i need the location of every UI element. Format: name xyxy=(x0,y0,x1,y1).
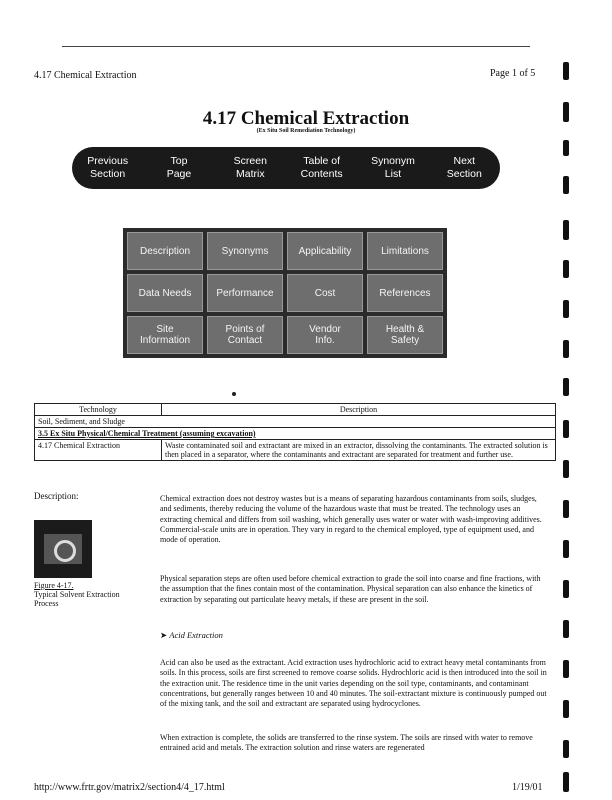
screen-matrix-button[interactable]: Screen Matrix xyxy=(233,155,267,180)
grid-performance-link[interactable]: Performance xyxy=(207,274,283,312)
previous-section-button[interactable]: Previous Section xyxy=(87,155,129,180)
scan-mark xyxy=(563,460,569,478)
grid-points-of-contact-link[interactable]: Points of Contact xyxy=(207,316,283,354)
scan-mark xyxy=(563,500,569,518)
synonym-list-button[interactable]: Synonym List xyxy=(371,155,415,180)
scan-mark xyxy=(563,420,569,438)
scan-mark xyxy=(563,740,569,758)
extractor-icon xyxy=(54,540,76,562)
table-of-contents-button[interactable]: Table of Contents xyxy=(300,155,343,180)
topic-grid xyxy=(123,228,447,358)
paragraph-2: Physical separation steps are often used before chemical extraction to grade the soil into coarse and fine fractions, with the assumption that the fines contain most of the contamination. Physical separation can also enhance the kinetics of extraction by separating out particulate heavy metals, if these are present in the soil. xyxy=(160,574,541,604)
top-page-button[interactable]: Top Page xyxy=(166,155,192,180)
scan-mark xyxy=(563,62,569,80)
description-label: Description: xyxy=(34,491,79,501)
page-subtitle: (Ex Situ Soil Remediation Technology) xyxy=(256,128,356,134)
scan-mark xyxy=(563,220,569,240)
grid-site-information-link[interactable]: Site Information xyxy=(127,316,203,354)
grid-synonyms-link[interactable]: Synonyms xyxy=(207,232,283,270)
top-rule xyxy=(62,46,530,47)
next-section-button[interactable]: Next Section xyxy=(446,155,482,180)
paragraph-3: Acid can also be used as the extractant. Acid extraction uses hydrochloric acid to extract heavy metal contaminants from soils. In this process, soils are first screened to remove coarse solids. Hydrochloric acid is then introduced into the soil in the extraction unit. The residence time in the unit varies depending on the soil type, contaminants, and contaminant concentrations, but generally ranges between 10 and 40 minutes. The soil-extractant mixture is continuously pumped out of the mixing tank, and the soil and extractant are separated using hydrocyclones. xyxy=(160,658,547,709)
scan-mark xyxy=(563,580,569,598)
column-header-technology: Technology xyxy=(35,404,162,416)
scan-mark xyxy=(563,140,569,156)
grid-description-link[interactable]: Description xyxy=(127,232,203,270)
scan-mark xyxy=(563,700,569,718)
figure-label[interactable]: Figure 4-17. xyxy=(34,581,74,590)
scan-mark xyxy=(563,620,569,638)
header-page-number: Page 1 of 5 xyxy=(490,68,536,79)
figure-thumbnail[interactable] xyxy=(34,520,92,578)
scan-mark xyxy=(563,300,569,318)
paragraph-4: When extraction is complete, the solids are transferred to the rinse system. The soils are rinsed with water to remove entrained acid and metals. The extraction solution and rinse waters are regenerated xyxy=(160,733,533,753)
technology-description-cell: Waste contaminated soil and extractant are mixed in an extractor, dissolving the contaminants. The extracted solution is then placed in a separator, where the contaminants and extractant are separated for treatment and further use. xyxy=(162,440,556,461)
category-row: Soil, Sediment, and Sludge xyxy=(35,416,556,428)
footer-url: http://www.frtr.gov/matrix2/section4/4_17.html xyxy=(34,782,225,793)
footer-date: 1/19/01 xyxy=(512,782,543,793)
nav-bar xyxy=(72,147,500,189)
scan-mark xyxy=(563,176,569,194)
header-left: 4.17 Chemical Extraction xyxy=(34,70,137,81)
grid-limitations-link[interactable]: Limitations xyxy=(367,232,443,270)
figure-caption-text: Typical Solvent Extraction Process xyxy=(34,590,120,608)
bullet-icon xyxy=(232,392,236,396)
scan-mark xyxy=(563,772,569,792)
section-row[interactable]: 3.5 Ex Situ Physical/Chemical Treatment (assuming excavation) xyxy=(35,428,556,440)
acid-extraction-heading: ➤ Acid Extraction xyxy=(160,630,223,640)
scan-mark xyxy=(563,340,569,358)
technology-table xyxy=(34,403,556,461)
scan-mark xyxy=(563,378,569,396)
grid-vendor-info-link[interactable]: Vendor Info. xyxy=(287,316,363,354)
arrow-bullet-icon: ➤ xyxy=(160,630,170,640)
paragraph-1: Chemical extraction does not destroy wastes but is a means of separating hazardous contaminants from soils, sludges, and sediments, thereby reducing the volume of the hazardous waste that must be treated. The technology uses an extracting chemical and differs from soil washing, which generally uses water or water with wash-improving additives. Commercial-scale units are in operation. They vary in regard to the chemical employed, type of equipment used, and mode of operation. xyxy=(160,494,542,545)
figure-caption xyxy=(34,581,144,608)
grid-applicability-link[interactable]: Applicability xyxy=(287,232,363,270)
scan-mark xyxy=(563,102,569,122)
scan-mark xyxy=(563,260,569,278)
grid-health-safety-link[interactable]: Health & Safety xyxy=(367,316,443,354)
technology-name-cell: 4.17 Chemical Extraction xyxy=(35,440,162,461)
grid-references-link[interactable]: References xyxy=(367,274,443,312)
scan-mark xyxy=(563,660,569,678)
page-title: 4.17 Chemical Extraction xyxy=(202,108,410,129)
scan-mark xyxy=(563,540,569,558)
grid-cost-link[interactable]: Cost xyxy=(287,274,363,312)
grid-data-needs-link[interactable]: Data Needs xyxy=(127,274,203,312)
column-header-description: Description xyxy=(162,404,556,416)
